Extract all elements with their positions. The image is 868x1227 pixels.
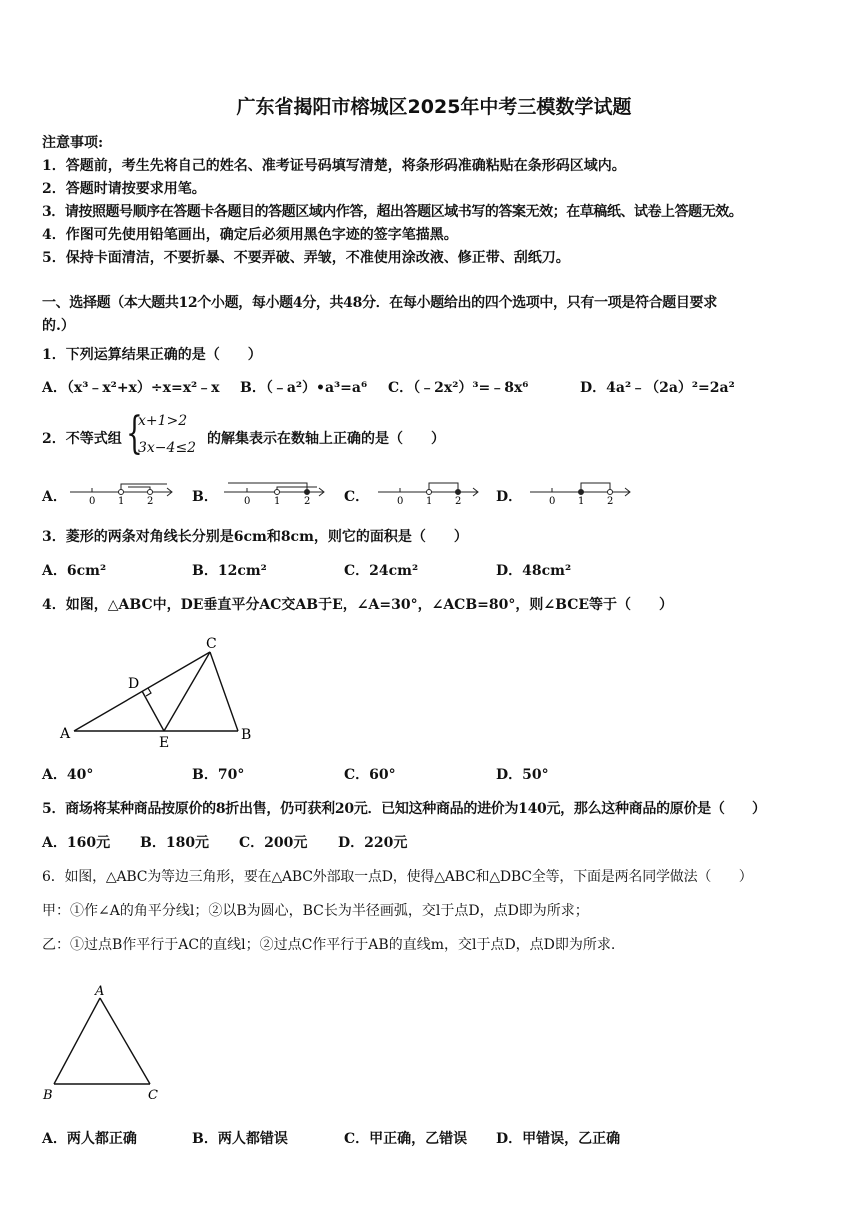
tick-label: 1 bbox=[274, 496, 281, 507]
q6-option-b[interactable]: B．两人都错误 bbox=[192, 1131, 288, 1147]
page-title: 广东省揭阳市榕城区2025年中考三模数学试题 bbox=[236, 96, 632, 118]
q2-option-b-label[interactable]: B． bbox=[192, 489, 218, 505]
triangle-figure-abc-de bbox=[58, 632, 258, 750]
tick-label: 0 bbox=[549, 496, 556, 507]
q5-option-a[interactable]: A．160元 bbox=[42, 835, 111, 851]
question-5-stem: 5．商场将某种商品按原价的8折出售，仍可获利20元．已知这种商品的进价为140元，那么这种商品的原价是（ ） bbox=[42, 801, 766, 817]
question-1-stem: 1．下列运算结果正确的是（ ） bbox=[42, 347, 262, 363]
vertex-label-b: B bbox=[241, 727, 252, 743]
question-4-stem: 4．如图，△ABC中，DE垂直平分AC交AB于E，∠A=30°，∠ACB=80°，则∠BCE等于（ ） bbox=[42, 597, 674, 613]
number-line-a[interactable] bbox=[68, 478, 178, 508]
q5-option-d[interactable]: D．220元 bbox=[338, 835, 408, 851]
q3-option-a[interactable]: A．6cm² bbox=[42, 563, 107, 579]
tick-label: 2 bbox=[304, 496, 311, 507]
q3-option-d[interactable]: D．48cm² bbox=[496, 563, 572, 579]
q4-option-b[interactable]: B．70° bbox=[192, 767, 245, 783]
tick-label: 2 bbox=[147, 496, 154, 507]
tick-label: 2 bbox=[455, 496, 462, 507]
notice-heading: 注意事项: bbox=[42, 135, 104, 151]
q3-option-b[interactable]: B．12cm² bbox=[192, 563, 267, 579]
question-3-stem: 3．菱形的两条对角线长分别是6cm和8cm，则它的面积是（ ） bbox=[42, 529, 468, 545]
vertex-label-c: C bbox=[148, 1088, 158, 1103]
q1-option-b[interactable]: B．（﹣a²）•a³=a⁶ bbox=[240, 380, 368, 396]
q4-option-d[interactable]: D．50° bbox=[496, 767, 549, 783]
q2-option-a-label[interactable]: A． bbox=[42, 489, 67, 505]
q5-option-b[interactable]: B．180元 bbox=[140, 835, 210, 851]
q3-option-c[interactable]: C．24cm² bbox=[344, 563, 419, 579]
point-label-e: E bbox=[159, 735, 170, 750]
vertex-label-a: A bbox=[95, 984, 105, 999]
section-heading: 一、选择题（本大题共12个小题，每小题4分，共48分．在每小题给出的四个选项中，只有一项是符合题目要求 bbox=[42, 295, 717, 311]
vertex-label-c: C bbox=[206, 636, 217, 652]
question-6-stem: 6．如图，△ABC为等边三角形，要在△ABC外部取一点D，使得△ABC和△DBC全等，下面是两名同学做法（ ） bbox=[42, 869, 753, 885]
notice-item: 4．作图可先使用铅笔画出，确定后必须用黑色字迹的签字笔描黑。 bbox=[42, 227, 458, 243]
question-6-method-jia: 甲：①作∠A的角平分线l；②以B为圆心，BC长为半径画弧，交l于点D，点D即为所求； bbox=[42, 903, 589, 919]
number-line-b[interactable] bbox=[222, 478, 332, 508]
question-2-prefix: 2．不等式组 bbox=[42, 431, 122, 447]
tick-label: 0 bbox=[89, 496, 96, 507]
q6-option-a[interactable]: A．两人都正确 bbox=[42, 1131, 137, 1147]
q5-option-c[interactable]: C．200元 bbox=[239, 835, 308, 851]
equilateral-triangle-figure bbox=[40, 982, 170, 1104]
question-2-suffix: 的解集表示在数轴上正确的是（ ） bbox=[207, 431, 445, 447]
number-line-d[interactable] bbox=[528, 478, 638, 508]
q4-option-c[interactable]: C．60° bbox=[344, 767, 396, 783]
section-heading-cont: 的.） bbox=[42, 318, 75, 334]
tick-label: 0 bbox=[397, 496, 404, 507]
notice-item: 1．答题前，考生先将自己的姓名、准考证号码填写清楚，将条形码准确粘贴在条形码区域内。 bbox=[42, 158, 626, 174]
q1-option-c[interactable]: C．（﹣2x²）³=﹣8x⁶ bbox=[388, 380, 529, 396]
q4-option-a[interactable]: A．40° bbox=[42, 767, 94, 783]
q6-option-d[interactable]: D．甲错误，乙正确 bbox=[496, 1131, 621, 1147]
inequality-1: x+1>2 bbox=[138, 413, 188, 429]
q2-option-d-label[interactable]: D． bbox=[496, 489, 523, 505]
notice-item: 5．保持卡面清洁，不要折暴、不要弄破、弄皱，不准使用涂改液、修正带、刮纸刀。 bbox=[42, 250, 570, 266]
inequality-2: 3x−4≤2 bbox=[138, 440, 197, 456]
tick-label: 0 bbox=[244, 496, 251, 507]
number-line-c[interactable] bbox=[376, 478, 486, 508]
tick-label: 1 bbox=[578, 496, 585, 507]
q6-option-c[interactable]: C．甲正确，乙错误 bbox=[344, 1131, 468, 1147]
question-6-method-yi: 乙：①过点B作平行于AC的直线l；②过点C作平行于AB的直线m，交l于点D，点D即为所求. bbox=[42, 937, 616, 953]
q1-option-d[interactable]: D．4a²﹣（2a）²=2a² bbox=[580, 380, 735, 396]
q1-option-a[interactable]: A．（x³﹣x²+x）÷x=x²﹣x bbox=[42, 380, 220, 396]
vertex-label-b: B bbox=[43, 1088, 53, 1103]
tick-label: 1 bbox=[426, 496, 433, 507]
q2-option-c-label[interactable]: C． bbox=[344, 489, 370, 505]
notice-item: 2．答题时请按要求用笔。 bbox=[42, 181, 206, 197]
vertex-label-a: A bbox=[60, 726, 71, 742]
point-label-d: D bbox=[128, 676, 140, 692]
notice-item: 3．请按照题号顺序在答题卡各题目的答题区域内作答，超出答题区域书写的答案无效；在草稿纸、试卷上答题无效。 bbox=[42, 204, 743, 220]
system-brace: { bbox=[126, 408, 143, 459]
tick-label: 1 bbox=[118, 496, 125, 507]
tick-label: 2 bbox=[607, 496, 614, 507]
